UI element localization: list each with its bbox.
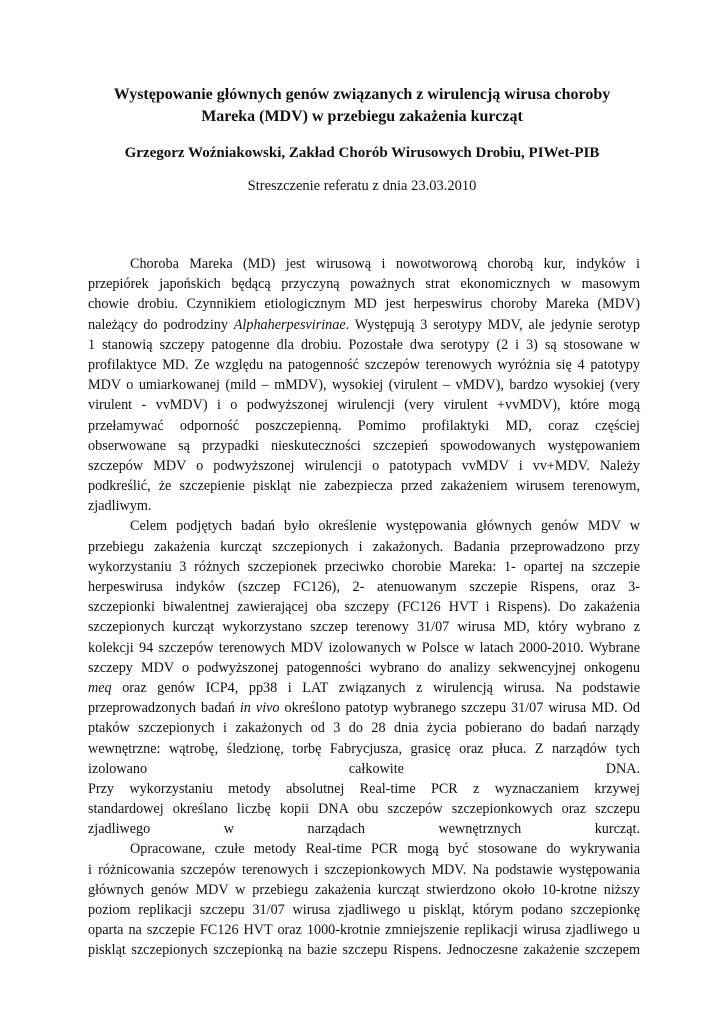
- body-line: podkreślić, że szczepienie piskląt nie zabezpiecza przed zakażeniem wirusem terenowym,: [88, 478, 640, 495]
- body-line-text: należący do podrodziny: [88, 316, 234, 333]
- body-line: zjadliwego w narządach wewnętrznych kurcząt.: [88, 821, 640, 838]
- body-line: 1 stanowią szczepy patogenne dla drobiu. Pozostałe dwa serotypy (2 i 3) są stosowane w: [88, 336, 640, 353]
- document-title: [80, 84, 644, 128]
- body-line-text: . Występują 3 serotypy MDV, ale jedynie serotyp: [345, 316, 641, 333]
- body-line: poziom replikacji szczepu 31/07 wirusa zjadliwego u piskląt, którym podano szczepionkę: [88, 902, 640, 918]
- body-line: ptaków szczepionych i zakażonych od 3 do 28 dnia życia pobierano do badań narządy: [88, 720, 640, 737]
- body-line: herpeswirusa indyków (szczep FC126), 2- atenuowanym szczepie Rispens, oraz 3-: [88, 579, 640, 595]
- title-line-2: Mareka (MDV) w przebiegu zakażenia kurcząt: [201, 108, 523, 125]
- body-line: Przy wykorzystaniu metody absolutnej Real-time PCR z wyznaczaniem krzywej: [88, 780, 640, 797]
- body-line: przepiórek japońskich będącą przyczyną poważnych strat ekonomicznych w masowym: [88, 276, 640, 293]
- body-line: przebiegu zakażenia kurcząt szczepionych i zakażonych. Badania przeprowadzono przy: [88, 538, 640, 555]
- body-line: szczepionych kurcząt wykorzystano szczep terenowy 31/07 wirusa MD, który wybrano z: [88, 619, 640, 636]
- body-line: szczepy MDV o podwyższonej patogenności wybrano do analizy sekwencyjnej onkogenu: [88, 659, 640, 676]
- body-line: [88, 678, 640, 698]
- body-line: Choroba Mareka (MD) jest wirusową i nowotworową chorobą kur, indyków i: [130, 256, 640, 272]
- body-line: szczepów MDV o podwyższonej wirulencji o patotypach vvMDV i vv+MDV. Należy: [88, 457, 640, 474]
- abstract-body: [88, 254, 640, 961]
- body-line: zjadliwym.: [88, 498, 152, 515]
- body-line: [88, 315, 640, 335]
- body-line: wykorzystaniu 3 różnych szczepionek przeciwko chorobie Mareka: 1- opartej na szczepie: [88, 558, 640, 575]
- body-line: piskląt szczepionych szczepionką na bazie szczepu Rispens. Jednoczesne zakażenie szczepem: [88, 942, 640, 959]
- author-line: Grzegorz Woźniakowski, Zakład Chorób Wirusowych Drobiu, PIWet-PIB: [124, 145, 600, 161]
- body-line: głównych genów MDV w przebiegu zakażenia kurcząt stwierdzono około 10-krotne niższy: [88, 881, 640, 898]
- body-line: izolowano całkowite DNA.: [88, 760, 640, 777]
- body-line: Celem podjętych badań było określenie występowania głównych genów MDV w: [130, 518, 640, 535]
- body-line: standardowej określano liczbę kopii DNA obu szczepów szczepionkowych oraz szczepu: [88, 801, 640, 818]
- body-line: Opracowane, czułe metody Real-time PCR mogą być stosowane do wykrywania: [130, 841, 640, 858]
- abstract-date-line: Streszczenie referatu z dnia 23.03.2010: [247, 178, 477, 194]
- italic-term: Alphaherpesvirinae: [233, 316, 346, 333]
- body-line: szczepionki biwalentnej zawierającej oba szczepy (FC126 HVT i Rispens). Do zakażenia: [88, 599, 640, 616]
- body-line: obserwowane są przypadki nieskuteczności szczepień spowodowanych występowaniem: [88, 437, 640, 454]
- title-line-1: Występowanie głównych genów związanych z wirulencją wirusa choroby: [113, 86, 611, 103]
- body-line-text: określono patotyp wybranego szczepu 31/07 wirusa MD. Od: [279, 700, 640, 717]
- italic-term: in vivo: [239, 700, 280, 717]
- body-line: profilaktyce MD. Ze względu na patogenność szczepów terenowych wyróżnia się 4 patotypy: [88, 356, 640, 373]
- body-line: i różnicowania szczepów terenowych i szczepionkowych MDV. Na podstawie występowania: [88, 861, 640, 878]
- body-line: [88, 698, 640, 718]
- body-line: virulent - vvMDV) i o podwyższonej wirulencji (very virulent +vvMDV), które mogą: [88, 397, 640, 414]
- body-line: MDV o umiarkowanej (mild – mMDV), wysokiej (virulent – vMDV), bardzo wysokiej (very: [88, 377, 640, 394]
- body-line: kolekcji 94 szczepów terenowych MDV izolowanych w Polsce w latach 2000-2010. Wybrane: [88, 639, 640, 656]
- body-line-text: przeprowadzonych badań: [88, 700, 240, 717]
- body-line-text: oraz genów ICP4, pp38 i LAT związanych z wirulencją wirusa. Na podstawie: [111, 679, 640, 696]
- italic-term: meq: [88, 679, 112, 696]
- body-line: chowie drobiu. Czynnikiem etiologicznym MD jest herpeswirus choroby Mareka (MDV): [88, 296, 640, 313]
- body-line: przełamywać odporność poszczepienną. Pomimo profilaktyki MD, coraz częściej: [88, 417, 640, 434]
- body-line: oparta na szczepie FC126 HVT oraz 1000-krotnie zmniejszenie replikacji wirusa zjadliwego u: [88, 922, 640, 939]
- body-line: wewnętrzne: wątrobę, śledzionę, torbę Fabrycjusza, grasicę oraz płuca. Z narządów tych: [88, 740, 640, 757]
